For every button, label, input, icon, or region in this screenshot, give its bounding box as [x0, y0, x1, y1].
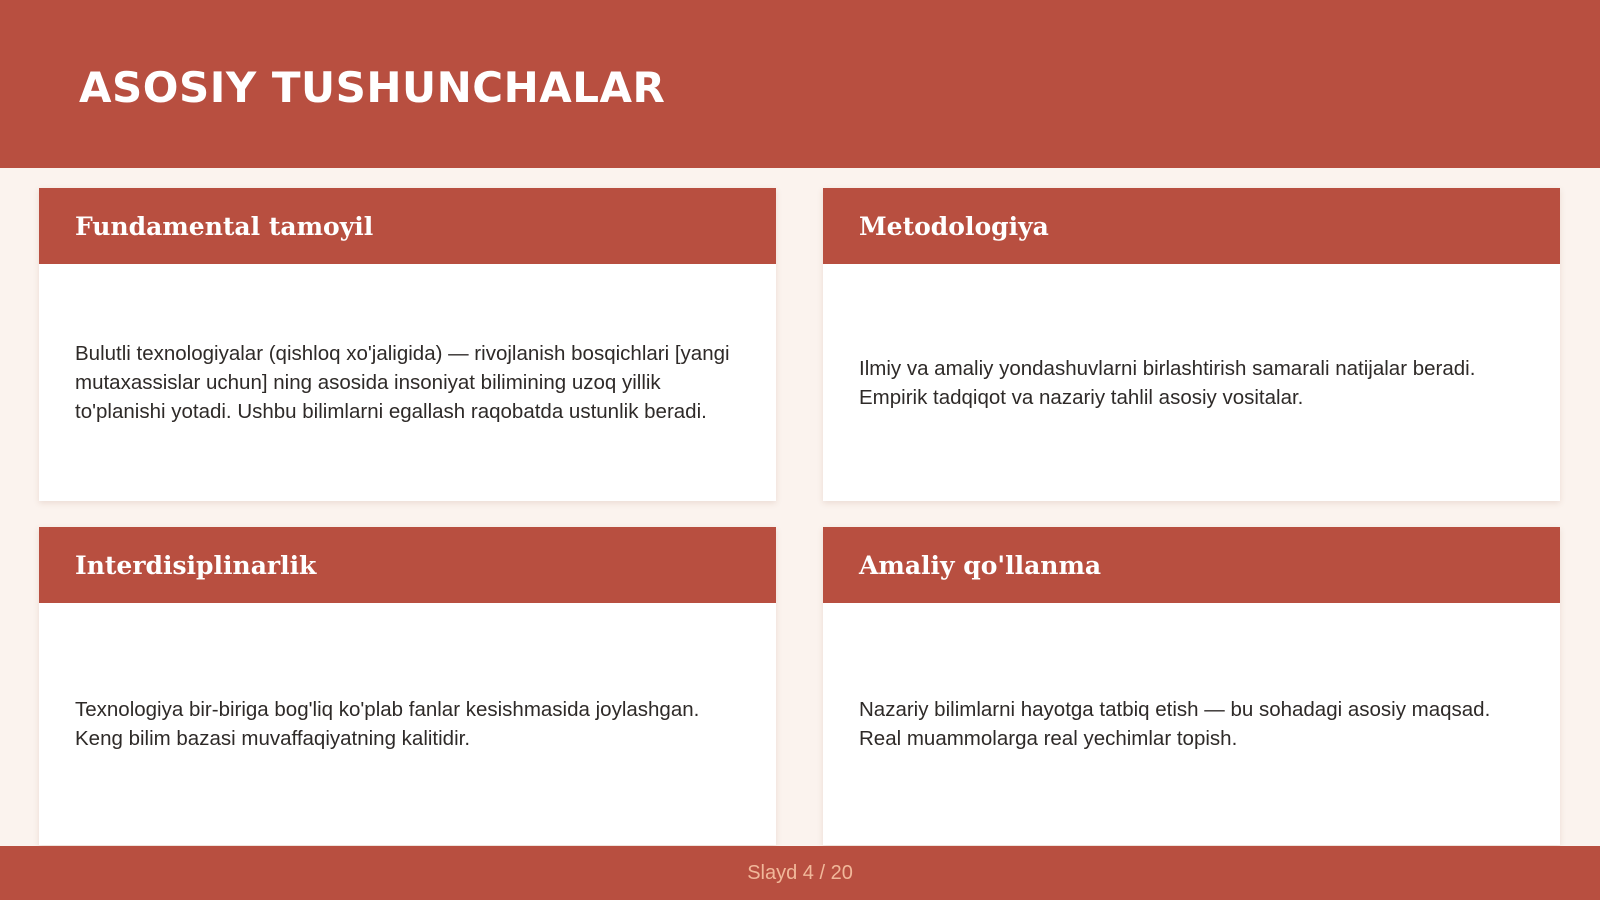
slide-counter: Slayd 4 / 20	[747, 861, 853, 884]
concept-card-fundamental	[39, 188, 776, 501]
card-body	[823, 264, 1560, 501]
card-header	[823, 527, 1560, 603]
card-body	[823, 603, 1560, 845]
card-body	[39, 603, 776, 845]
card-header	[39, 188, 776, 264]
card-text: Bulutli texnologiyalar (qishloq xo'jaligida) — rivojlanish bosqichlari [yangi mutaxassislar uchun] ning asosida insoniyat bilimining uzoq yillik to'planishi yotadi. Ushbu bilimlarni egallash raqobatda ustunlik beradi.	[75, 342, 730, 423]
card-title: Metodologiya	[859, 211, 1049, 241]
card-text: Ilmiy va amaliy yondashuvlarni birlashtirish samarali natijalar beradi. Empirik tadqiqot va nazariy tahlil asosiy vositalar.	[859, 356, 1476, 409]
concept-card-interdisciplinary	[39, 527, 776, 845]
concept-card-practical	[823, 527, 1560, 845]
card-header	[823, 188, 1560, 264]
concept-card-methodology	[823, 188, 1560, 501]
card-title: Fundamental tamoyil	[75, 211, 374, 241]
card-text: Texnologiya bir-biriga bog'liq ko'plab fanlar kesishmasida joylashgan. Keng bilim bazasi muvaffaqiyatning kalitidir.	[75, 698, 700, 750]
slide-title: ASOSIY TUSHUNCHALAR	[79, 63, 666, 112]
card-title: Amaliy qo'llanma	[859, 550, 1102, 580]
slide-footer	[0, 846, 1600, 900]
card-body	[39, 264, 776, 501]
slide-header	[0, 0, 1600, 168]
card-header	[39, 527, 776, 603]
card-title: Interdisiplinarlik	[75, 550, 317, 580]
card-text: Nazariy bilimlarni hayotga tatbiq etish — bu sohadagi asosiy maqsad. Real muammolarga real yechimlar topish.	[859, 698, 1491, 750]
